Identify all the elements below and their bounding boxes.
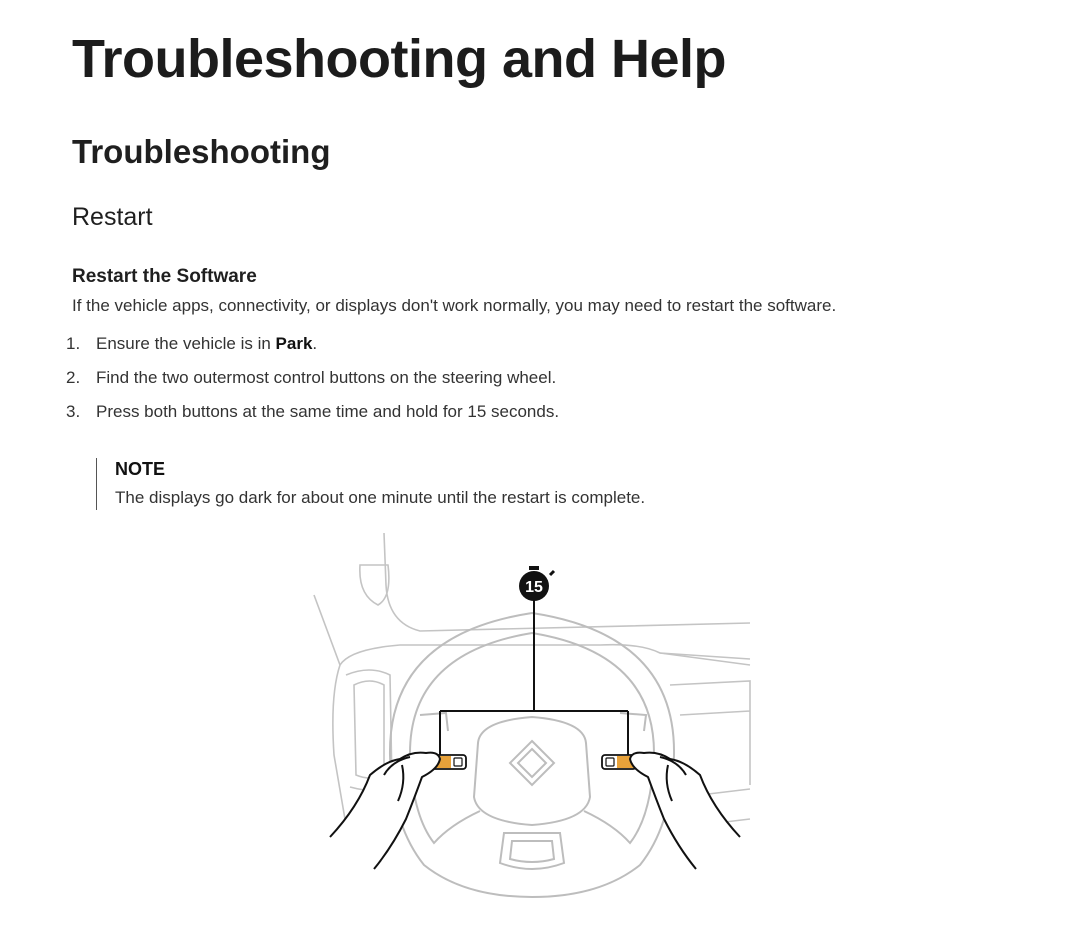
steering-wheel-illustration bbox=[300, 525, 770, 905]
step-item bbox=[66, 401, 559, 435]
step-text: Ensure the vehicle is in bbox=[96, 334, 276, 353]
page-title: Troubleshooting and Help bbox=[72, 29, 726, 89]
timer-value: 15 bbox=[525, 579, 543, 596]
step-text-end: . bbox=[312, 334, 318, 353]
note-title: NOTE bbox=[115, 459, 166, 479]
steps-list bbox=[66, 333, 559, 435]
stopwatch-icon bbox=[519, 566, 554, 601]
topic-title: Restart the Software bbox=[72, 266, 257, 287]
step-number: 3. bbox=[66, 402, 81, 421]
step-text: Press both buttons at the same time and hold for 15 seconds. bbox=[96, 402, 560, 421]
note-text: The displays go dark for about one minute until the restart is complete. bbox=[115, 488, 646, 507]
step-bold-text: Park bbox=[275, 334, 313, 353]
step-number: 1. bbox=[66, 334, 81, 353]
step-item bbox=[66, 367, 559, 401]
section-title: Troubleshooting bbox=[72, 133, 331, 170]
step-item bbox=[66, 333, 559, 367]
hands bbox=[330, 753, 740, 869]
step-number: 2. bbox=[66, 368, 81, 387]
subsection-title: Restart bbox=[72, 203, 153, 231]
note-box bbox=[96, 458, 645, 510]
step-text: Find the two outermost control buttons on the steering wheel. bbox=[96, 368, 557, 387]
intro-paragraph: If the vehicle apps, connectivity, or displays don't work normally, you may need to restart the software. bbox=[72, 296, 837, 315]
callout-lines bbox=[440, 597, 628, 755]
control-buttons bbox=[432, 755, 636, 769]
